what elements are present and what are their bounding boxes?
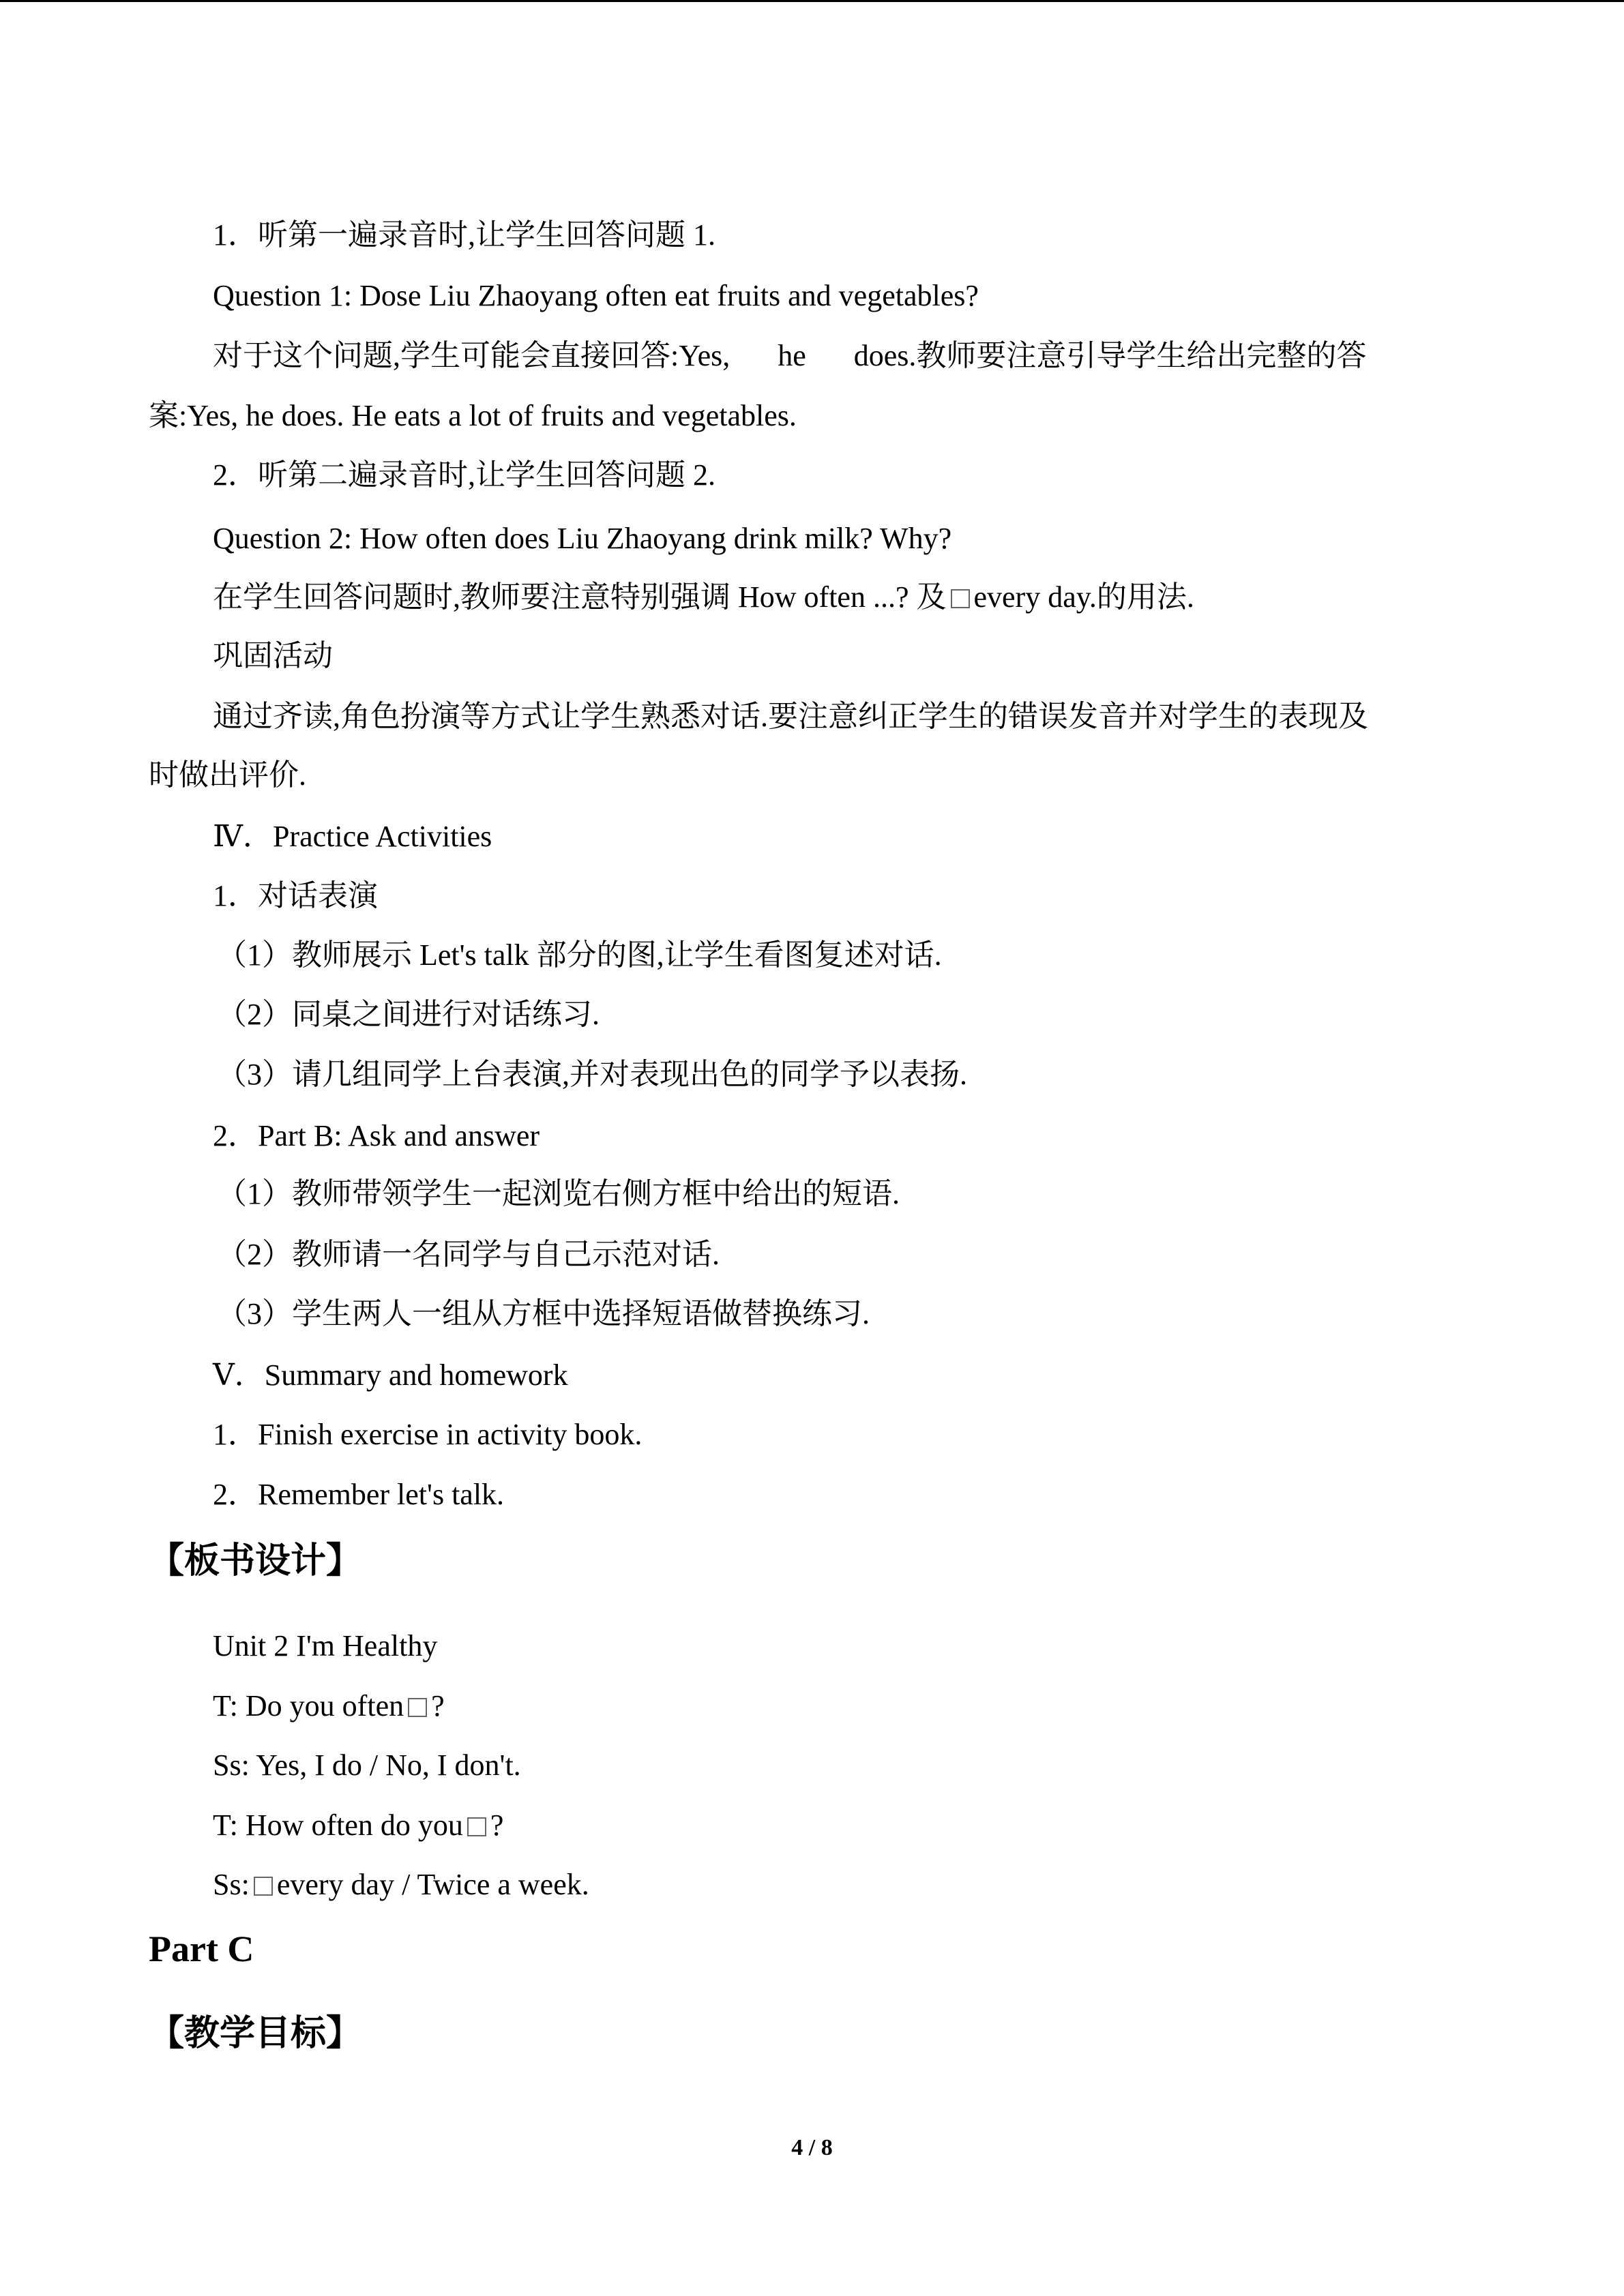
performance-step-3: （3）请几组同学上台表演,并对表现出色的同学予以表扬. bbox=[217, 1058, 967, 1091]
board-s2-text: every day / Twice a week. bbox=[276, 1868, 589, 1901]
board-t2-text: T: How often do you bbox=[213, 1808, 463, 1842]
board-student-answer-1: Ss: Yes, I do / No, I don't. bbox=[213, 1748, 521, 1782]
answer-note-continuation: 案:Yes, he does. He eats a lot of fruits and vegetables. bbox=[149, 399, 797, 432]
answer-note-part-2: he bbox=[778, 339, 806, 372]
board-teacher-question-2 bbox=[213, 1805, 503, 1846]
blank-box-icon bbox=[254, 1877, 273, 1896]
board-t1-text: T: Do you often bbox=[213, 1689, 404, 1723]
consolidation-text-line: 通过齐读,角色扮演等方式让学生熟悉对话.要注意纠正学生的错误发音并对学生的表现及 bbox=[213, 700, 1368, 733]
blank-box-icon bbox=[408, 1698, 427, 1717]
consolidation-text-continuation: 时做出评价. bbox=[149, 758, 306, 792]
part-c-heading: Part C bbox=[149, 1928, 254, 1969]
part-b-step-2: （2）教师请一名同学与自己示范对话. bbox=[217, 1238, 720, 1271]
homework-item-2: 2．Remember let's talk. bbox=[213, 1478, 505, 1511]
section-v-heading: Ⅴ．Summary and homework bbox=[213, 1358, 568, 1392]
board-s2-prefix: Ss: bbox=[213, 1868, 250, 1901]
performance-step-1: （1）教师展示 Let's talk 部分的图,让学生看图复述对话. bbox=[217, 938, 942, 972]
step-1-line: 1．听第一遍录音时,让学生回答问题 1. bbox=[213, 218, 715, 252]
step-2-line: 2．听第二遍录音时,让学生回答问题 2. bbox=[213, 458, 715, 492]
emphasis-note-line bbox=[213, 577, 1194, 618]
answer-note-part-3: does.教师要注意引导学生给出完整的答 bbox=[853, 339, 1367, 372]
question-1-line: Question 1: Dose Liu Zhaoyang often eat fruits and vegetables? bbox=[213, 279, 979, 312]
part-b-step-3: （3）学生两人一组从方框中选择短语做替换练习. bbox=[217, 1297, 870, 1330]
board-t1-suffix: ? bbox=[431, 1689, 445, 1723]
section-iv-heading: Ⅳ．Practice Activities bbox=[213, 820, 492, 853]
emphasis-note-part-2: every day.的用法. bbox=[973, 580, 1194, 614]
board-unit-title: Unit 2 I'm Healthy bbox=[213, 1629, 438, 1663]
performance-step-2: （2）同桌之间进行对话练习. bbox=[217, 998, 600, 1031]
part-b-step-1: （1）教师带领学生一起浏览右侧方框中给出的短语. bbox=[217, 1177, 900, 1210]
dialogue-performance-item: 1．对话表演 bbox=[213, 879, 378, 912]
page-number: 4 / 8 bbox=[791, 2135, 833, 2160]
answer-note-line bbox=[213, 336, 1366, 376]
emphasis-note-part-1: 在学生回答问题时,教师要注意特别强调 How often ...? 及 bbox=[213, 580, 947, 614]
board-design-heading: 【板书设计】 bbox=[149, 1542, 362, 1581]
answer-note-part-1: 对于这个问题,学生可能会直接回答:Yes, bbox=[213, 339, 730, 372]
blank-box-icon bbox=[951, 589, 970, 608]
homework-item-1: 1．Finish exercise in activity book. bbox=[213, 1418, 643, 1451]
consolidation-heading: 巩固活动 bbox=[213, 639, 333, 672]
board-t2-suffix: ? bbox=[490, 1808, 504, 1842]
teaching-objectives-heading: 【教学目标】 bbox=[149, 2014, 362, 2053]
blank-box-icon bbox=[467, 1817, 486, 1836]
board-student-answer-2 bbox=[213, 1864, 589, 1905]
question-2-line: Question 2: How often does Liu Zhaoyang drink milk? Why? bbox=[213, 522, 952, 555]
part-b-item: 2．Part B: Ask and answer bbox=[213, 1119, 540, 1152]
board-teacher-question-1 bbox=[213, 1686, 445, 1727]
